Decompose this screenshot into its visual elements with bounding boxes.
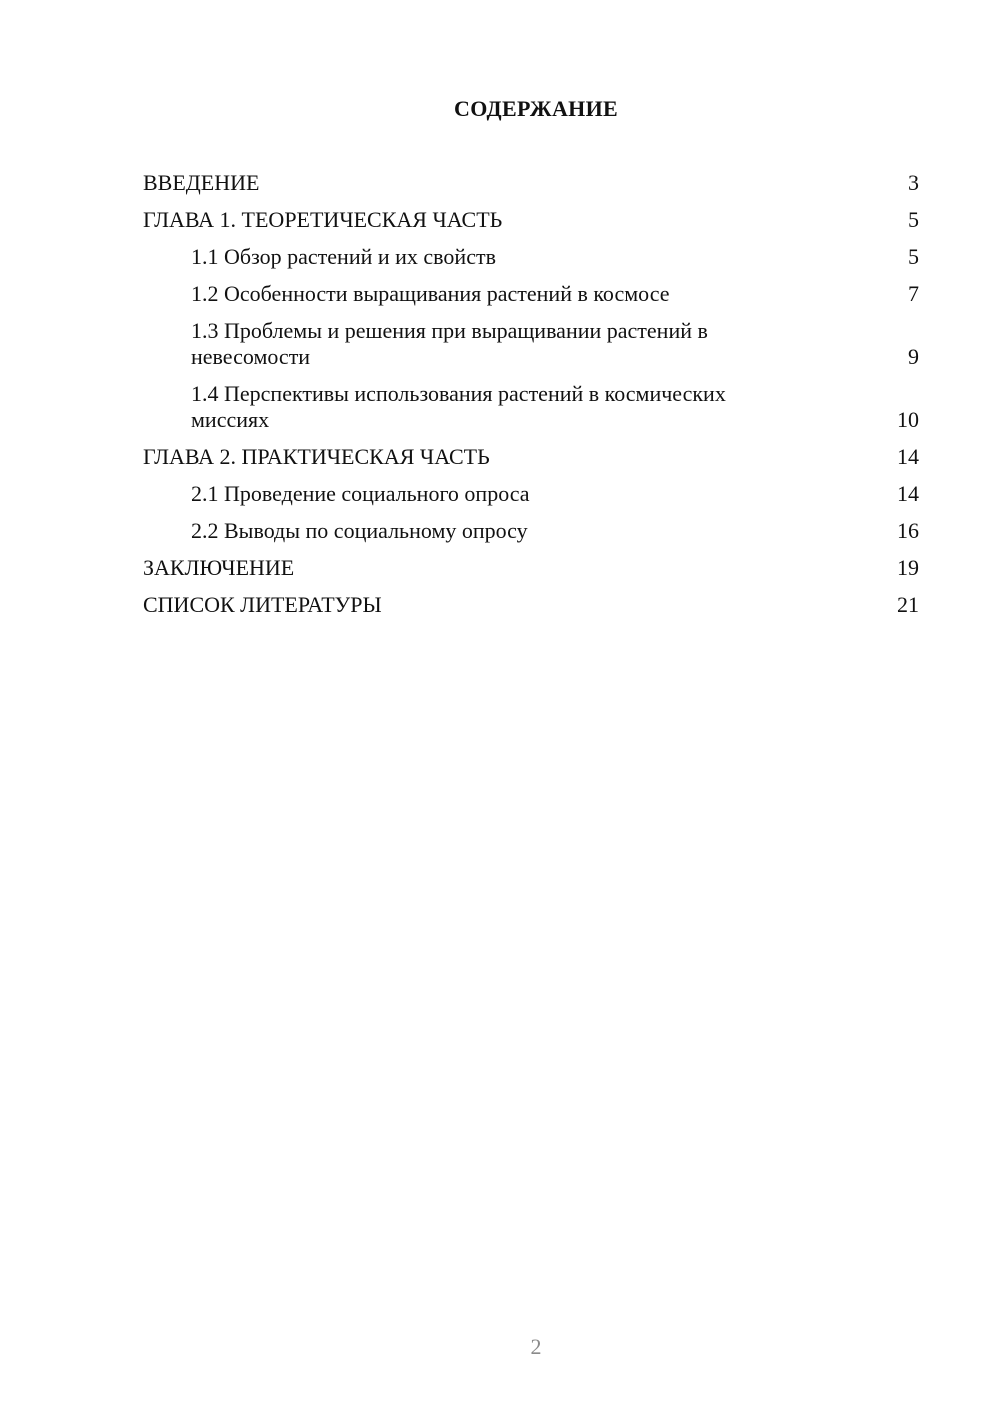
table-of-contents (143, 170, 919, 629)
toc-entry-section-1-4[interactable] (143, 381, 919, 433)
toc-entry-label: 2.1 Проведение социального опроса (191, 481, 530, 506)
toc-entry-page: 19 (897, 555, 919, 580)
toc-entry-chapter-1[interactable] (143, 207, 919, 233)
toc-entry-label: 2.2 Выводы по социальному опросу (191, 518, 528, 543)
toc-entry-conclusion[interactable] (143, 555, 919, 581)
toc-entry-label: 1.1 Обзор растений и их свойств (191, 244, 496, 269)
toc-entry-page: 3 (908, 170, 919, 195)
toc-entry-page: 9 (908, 344, 919, 369)
toc-entry-page: 10 (897, 407, 919, 432)
toc-entry-section-2-1[interactable] (143, 481, 919, 507)
toc-entry-label: 1.2 Особенности выращивания растений в космосе (191, 281, 670, 306)
toc-entry-page: 21 (897, 592, 919, 617)
toc-title: СОДЕРЖАНИЕ (454, 96, 618, 121)
toc-entry-section-2-2[interactable] (143, 518, 919, 544)
toc-entry-page: 5 (908, 244, 919, 269)
toc-entry-label: ЗАКЛЮЧЕНИЕ (143, 555, 295, 580)
toc-entry-label: 1.4 Перспективы использования растений в космических миссиях (191, 381, 726, 432)
toc-entry-label: СПИСОК ЛИТЕРАТУРЫ (143, 592, 382, 617)
toc-entry-chapter-2[interactable] (143, 444, 919, 470)
toc-entry-references[interactable] (143, 592, 919, 618)
toc-entry-label: ГЛАВА 2. ПРАКТИЧЕСКАЯ ЧАСТЬ (143, 444, 490, 469)
toc-entry-introduction[interactable] (143, 170, 919, 196)
toc-entry-section-1-2[interactable] (143, 281, 919, 307)
toc-entry-page: 14 (897, 444, 919, 469)
toc-entry-page: 16 (897, 518, 919, 543)
toc-entry-label: 1.3 Проблемы и решения при выращивании растений в невесомости (191, 318, 708, 369)
toc-entry-page: 14 (897, 481, 919, 506)
toc-entry-label: ГЛАВА 1. ТЕОРЕТИЧЕСКАЯ ЧАСТЬ (143, 207, 503, 232)
toc-entry-page: 5 (908, 207, 919, 232)
toc-entry-section-1-3[interactable] (143, 318, 919, 370)
toc-entry-page: 7 (908, 281, 919, 306)
toc-entry-label: ВВЕДЕНИЕ (143, 170, 260, 195)
toc-entry-section-1-1[interactable] (143, 244, 919, 270)
page-number: 2 (530, 1334, 542, 1359)
